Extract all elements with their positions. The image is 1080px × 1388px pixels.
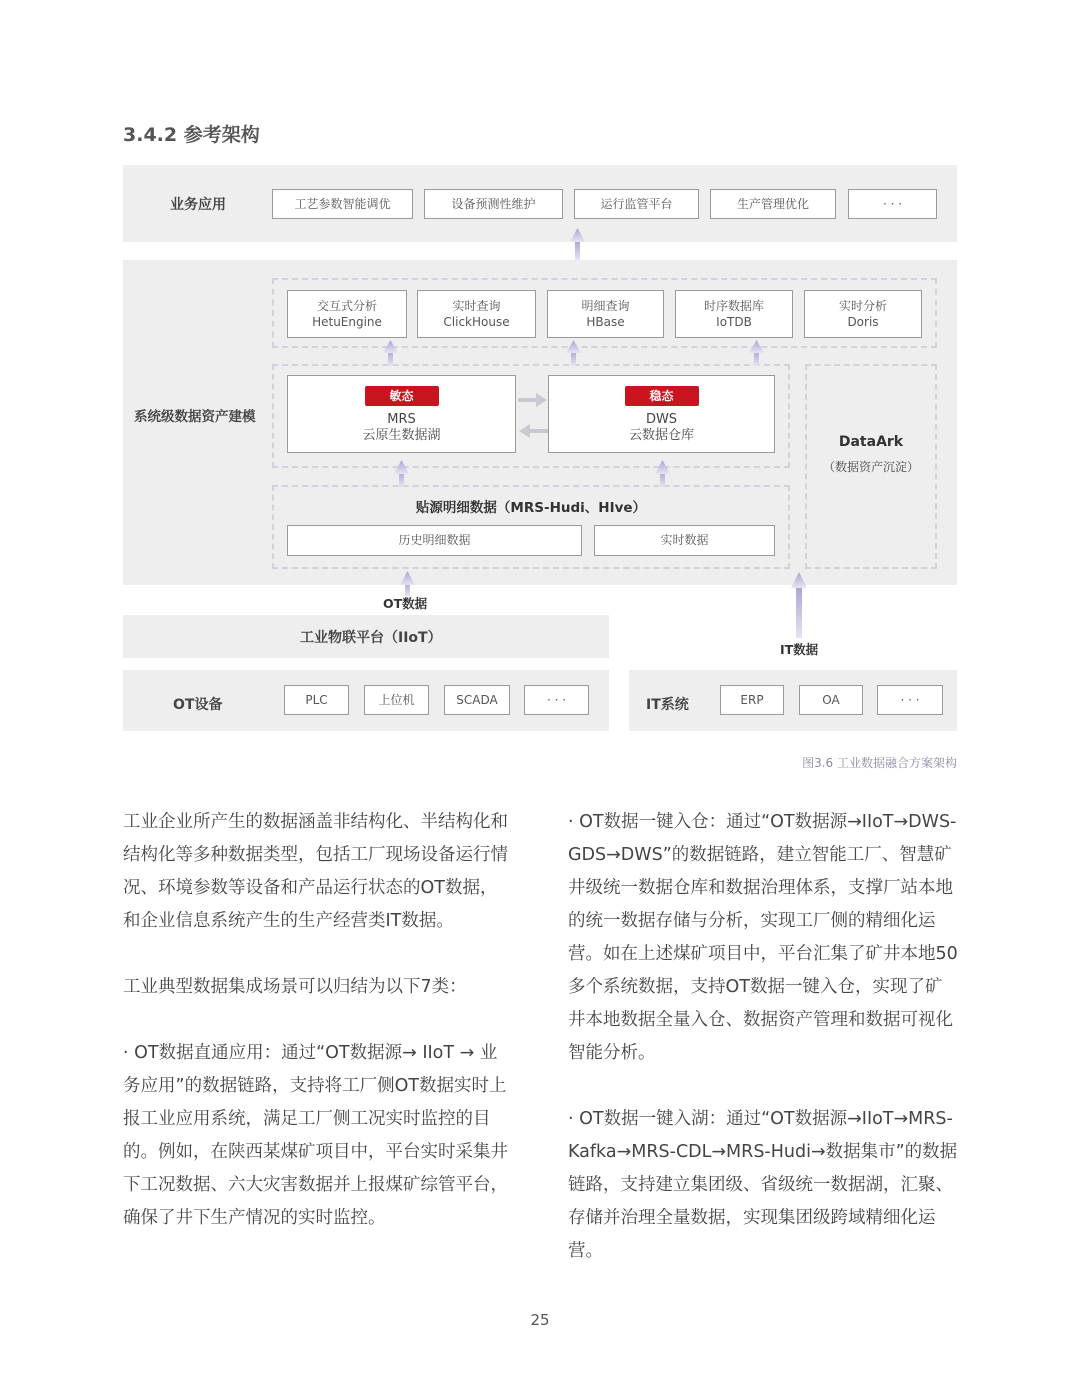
it-system-erp: ERP bbox=[720, 685, 784, 715]
figure-caption: 图3.6 工业数据融合方案架构 bbox=[802, 756, 957, 770]
section-title: 3.4.2 参考架构 bbox=[123, 124, 260, 146]
business-item-predictive-maintenance: 设备预测性维护 bbox=[424, 189, 563, 219]
it-system-oa: OA bbox=[799, 685, 863, 715]
dataark-desc: （数据资产沉淀） bbox=[822, 460, 919, 474]
business-app-label: 业务应用 bbox=[170, 197, 226, 213]
engine-doris-name: Doris bbox=[847, 315, 879, 329]
business-item-more: · · · bbox=[848, 189, 937, 219]
engine-iotdb-type: 时序数据库 bbox=[703, 298, 764, 313]
ot-device-host: 上位机 bbox=[364, 685, 429, 715]
business-item-ops-platform: 运行监管平台 bbox=[574, 189, 699, 219]
ot-device-more: · · · bbox=[524, 685, 589, 715]
business-item-production-mgmt: 生产管理优化 bbox=[710, 189, 836, 219]
ot-device-plc: PLC bbox=[284, 685, 349, 715]
right-paragraph-1: · OT数据一键入仓：通过“OT数据源→IIoT→DWS-GDS→DWS”的数据链路，建立智能工厂、智慧矿井级统一数据仓库和数据治理体系，支撑厂站本地的统一数据存储与分析，实现工厂侧的精细化运营。如在上述煤矿项目中，平台汇集了矿井本地50多个系统数据，支持OT数据一键入仓，实现了矿井本地数据全量入仓、数据资产管理和数据可视化智能分析。 bbox=[568, 812, 958, 1063]
realtime-data-box: 实时数据 bbox=[594, 525, 775, 556]
engine-hetuengine-type: 交互式分析 bbox=[316, 298, 377, 313]
dataark-name: DataArk bbox=[838, 434, 904, 450]
engine-clickhouse-type: 实时查询 bbox=[452, 298, 501, 313]
engine-hbase-name: HBase bbox=[586, 315, 625, 329]
page-number: 25 bbox=[530, 1311, 550, 1329]
engine-clickhouse-name: ClickHouse bbox=[443, 315, 510, 329]
it-data-label: IT数据 bbox=[780, 642, 819, 657]
engine-hetuengine-name: HetuEngine bbox=[312, 315, 382, 329]
right-paragraph-2: · OT数据一键入湖：通过“OT数据源→IIoT→MRS-Kafka→MRS-CDL→MRS-Hudi→数据集市”的数据链路，支持建立集团级、省级统一数据湖，汇聚、存储并治理全量数据，实现集团级跨域精细化运营。 bbox=[568, 1109, 958, 1261]
mrs-name: MRS bbox=[387, 412, 416, 427]
dws-desc: 云数据仓库 bbox=[628, 428, 694, 444]
detail-title: 贴源明细数据（MRS-Hudi、HIve） bbox=[415, 500, 647, 516]
engine-hbase-type: 明细查询 bbox=[581, 298, 630, 313]
system-label: 系统级数据资产建模 bbox=[134, 409, 256, 425]
mrs-desc: 云原生数据湖 bbox=[362, 428, 441, 444]
dws-badge: 稳态 bbox=[625, 386, 699, 406]
ot-device-label: OT设备 bbox=[173, 697, 223, 713]
dws-name: DWS bbox=[645, 412, 678, 427]
history-detail-box: 历史明细数据 bbox=[287, 525, 582, 556]
up-arrows bbox=[383, 228, 807, 638]
left-paragraph-2: 工业典型数据集成场景可以归结为以下7类： bbox=[123, 977, 467, 997]
left-paragraph-1: 工业企业所产生的数据涵盖非结构化、半结构化和结构化等多种数据类型，包括工厂现场设备运行情况、环境参数等设备和产品运行状态的OT数据，和企业信息系统产生的生产经营类IT数据。 bbox=[123, 812, 508, 931]
ot-data-label: OT数据 bbox=[383, 596, 428, 611]
it-system-more: · · · bbox=[877, 685, 943, 715]
left-column bbox=[123, 806, 513, 1235]
iiot-label: 工业物联平台（IIoT） bbox=[300, 630, 442, 646]
left-paragraph-3: · OT数据直通应用：通过“OT数据源→ IIoT → 业务应用”的数据链路，支持将工厂侧OT数据实时上报工业应用系统，满足工厂侧工况实时监控的目的。例如，在陕西某煤矿项目中，平台实时采集井下工况数据、六大灾害数据并上报煤矿综管平台，确保了井下生产情况的实时监控。 bbox=[123, 1043, 508, 1228]
it-system-label: IT系统 bbox=[646, 697, 689, 713]
engine-iotdb-name: IoTDB bbox=[716, 315, 752, 329]
business-item-process-tuning: 工艺参数智能调优 bbox=[272, 189, 413, 219]
right-column bbox=[568, 806, 958, 1268]
engine-doris-type: 实时分析 bbox=[838, 298, 887, 313]
mrs-badge: 敏态 bbox=[365, 386, 439, 406]
sync-arrows bbox=[518, 393, 548, 438]
ot-device-scada: SCADA bbox=[444, 685, 510, 715]
